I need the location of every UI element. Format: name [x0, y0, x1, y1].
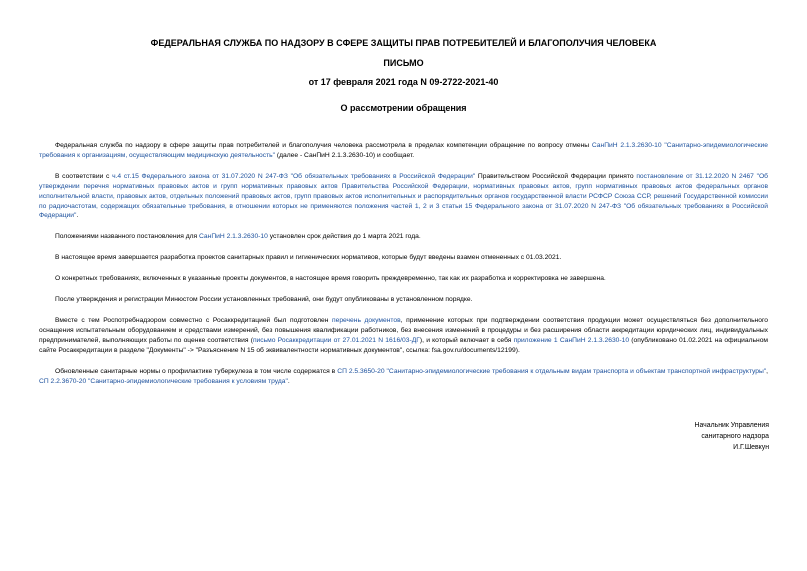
- document-link[interactable]: СанПиН 2.1.3.2630-10: [199, 233, 268, 241]
- paragraph-text: (опубликовано 01.02.2021 на официальном сайте Росаккредитации в разделе "Документы" -> "Разъяснение N 15 об эквивалентности нормативных документов", ссылка: fsa.gov.ru/documents/12199).: [39, 336, 769, 354]
- document-link[interactable]: письмо Росаккредитации от 27.01.2021 N 1616/03-ДГ: [252, 336, 420, 344]
- paragraph: [39, 253, 768, 263]
- paragraph-text: В соответствии с: [55, 172, 113, 180]
- paragraph-text: Обновленные санитарные нормы о профилактике туберкулеза в том числе содержатся в: [55, 367, 338, 375]
- paragraph-text: Федеральная служба по надзору в сфере защиты прав потребителей и благополучия человека рассмотрела в пределах компетенции обращение по вопросу отмены: [55, 142, 592, 149]
- letter-body: [39, 141, 768, 386]
- paragraph-text: установлен срок действия до 1 марта 2021 года.: [267, 233, 421, 241]
- document-link[interactable]: СП 2.2.3670-20 "Санитарно-эпидемиологические требования к условиям труда": [39, 377, 288, 385]
- signature-block: [695, 421, 769, 453]
- paragraph: [39, 141, 768, 161]
- paragraph-text: ), и который включает в себя: [419, 336, 514, 344]
- paragraph-text: Правительством Российской Федерации принято: [475, 172, 637, 180]
- paragraph: [39, 367, 768, 387]
- paragraph-text: (далее - СанПиН 2.1.3.2630-10) и сообщает.: [275, 151, 415, 159]
- document-date-number: от 17 февраля 2021 года N 09-2722-2021-40: [308, 77, 499, 87]
- paragraph-text: ,: [766, 367, 769, 375]
- paragraph-text: Вместе с тем Роспотребнадзором совместно с Росаккредитацией был подготовлен: [55, 316, 332, 324]
- paragraph-text: В настоящее время завершается разработка проектов санитарных правил и гигиенических нормативов, которые будут введены взамен отмененных с 01.03.2021.: [55, 254, 562, 262]
- document-link[interactable]: постановление от 31.12.2020 N 2467 "Об утверждении перечня нормативных правовых актов и групп нормативных правовых актов Правительства Российской Федерации, нормативных правовых актов, групп нормативных правовых актов федеральных органов исполнительной власти, правовых актов, отдельных положений правовых актов, групп правовых актов исполнительных и распорядительных органов государственной власти РСФСР Союза ССР, решений Государственной комиссии по радиочастотам, содержащих обязательные требования, в отношении которых не применяются положения частей 1, 2 и 3 статьи 15 Федерального закона от 31.07.2020 N 247-ФЗ "Об обязательных требованиях в Российской Федерации": [39, 172, 769, 220]
- document-link[interactable]: СанПиН 2.1.3.2630-10 "Санитарно-эпидемиологические требования к организациям, осуществляющим медицинскую деятельность": [39, 142, 768, 159]
- agency-title: ФЕДЕРАЛЬНАЯ СЛУЖБА ПО НАДЗОРУ В СФЕРЕ ЗАЩИТЫ ПРАВ ПОТРЕБИТЕЛЕЙ И БЛАГОПОЛУЧИЯ ЧЕЛОВЕКА: [150, 38, 657, 48]
- paragraph: [39, 295, 768, 305]
- document-link[interactable]: СП 2.5.3650-20 "Санитарно-эпидемиологические требования к отдельным видам транспорта и объектам транспортной инфраструктуры": [337, 367, 767, 375]
- paragraph-text: .: [76, 212, 79, 220]
- paragraph-text: .: [287, 377, 290, 385]
- document-link[interactable]: приложение 1 СанПиН 2.1.3.2630-10: [513, 336, 630, 344]
- paragraph: [39, 274, 768, 284]
- paragraph-text: О конкретных требованиях, включенных в указанные проекты документов, в настоящее время говорить преждевременно, так как их разработка и корректировка не завершена.: [55, 275, 606, 283]
- paragraph-text: После утверждения и регистрации Минюстом России установленных требований, они будут опубликованы в установленном порядке.: [55, 296, 473, 304]
- paragraph-text: Положениями названного постановления для: [55, 233, 200, 241]
- document-type: ПИСЬМО: [383, 58, 424, 68]
- paragraph: [39, 172, 768, 222]
- document-link[interactable]: перечень документов: [332, 316, 401, 324]
- paragraph-text: , применение которых при подтверждении соответствия продукции может осуществляться без дополнительного оснащения испытательным оборудованием и средствами измерений, без повышения квалификации работников, без внесения изменений в процедуры и без расширения области аккредитации юридических лиц, индивидуальных предпринимателей, выполняющих работы по оценке соответствия (: [39, 316, 768, 344]
- document-link[interactable]: ч.4 ст.15 Федерального закона от 31.07.2020 N 247-ФЗ "Об обязательных требованиях в Российской Федерации": [112, 172, 476, 180]
- document-subject: О рассмотрении обращения: [340, 103, 467, 113]
- paragraph: [39, 316, 768, 356]
- signatory-department: санитарного надзора: [701, 432, 769, 440]
- paragraph: [39, 232, 768, 242]
- signatory-name: И.Г.Шевкун: [733, 443, 769, 451]
- signatory-position: Начальник Управления: [694, 422, 769, 429]
